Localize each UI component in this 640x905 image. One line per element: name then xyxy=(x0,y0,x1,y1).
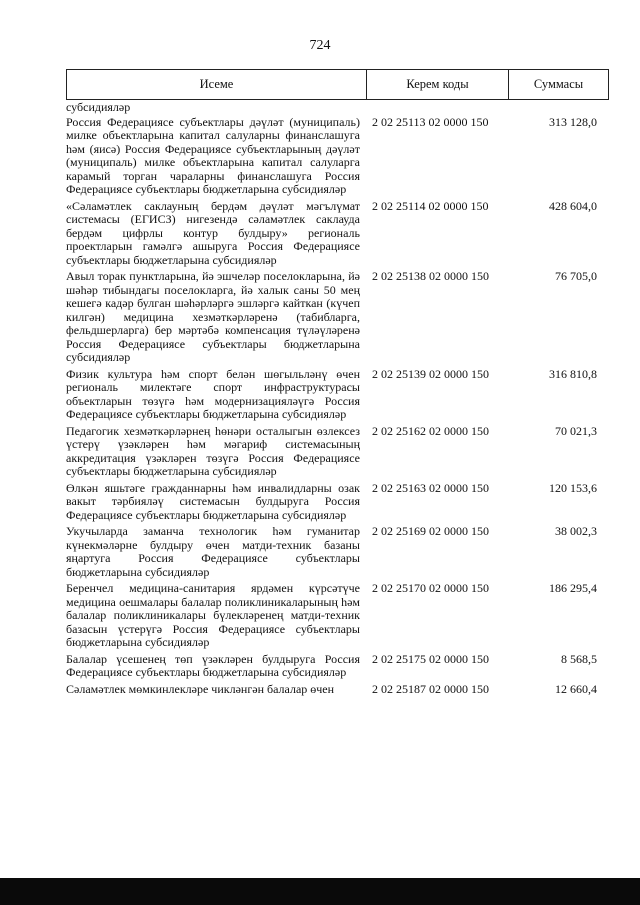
table-row xyxy=(66,270,609,365)
header-code: Керем коды xyxy=(367,70,509,99)
row-sum: 12 660,4 xyxy=(555,681,597,696)
table-row xyxy=(66,653,609,680)
row-code xyxy=(360,101,508,115)
row-name: Авыл торак пунктларына, йә эшчеләр поселокларына, йә шәһәр тибындагы поселокларга, йә халык саны 50 мең кешегә кадәр булган шәһәрләргә эшләргә кайткан (күчеп килгән) медицина хезмәткәрләренә (табибларга, фельдшерларга) бер мәртәбә компенсация түләүләренә Россия Федерациясе субъектлары бюджетларына субсидияләр xyxy=(66,269,360,364)
table-row xyxy=(66,425,609,479)
row-code: 2 02 25187 02 0000 150 xyxy=(372,681,489,696)
row-name: «Сәламәтлек саклауның бердәм дәүләт мәгълүмат системасы (ЕГИСЗ) нигезендә сәламәтлек саклауда бердәм цифрлы контур булдыру» региональ проектларын гамәлгә ашыруга Россия Федерациясе субъектлары бюджетларына субсидияләр xyxy=(66,198,360,267)
header-name: Исеме xyxy=(67,70,367,99)
row-code: 2 02 25114 02 0000 150 xyxy=(372,198,489,213)
scan-bottom-edge xyxy=(0,878,640,905)
row-code: 2 02 25139 02 0000 150 xyxy=(372,366,489,381)
row-sum: 316 810,8 xyxy=(549,366,597,381)
row-sum: 120 153,6 xyxy=(549,480,597,495)
table-row xyxy=(66,582,609,650)
row-sum xyxy=(508,101,609,115)
row-name: Беренчел медицина-санитария ярдәмен күрсәтүче медицина оешмалары балалар поликлиникаларының һәм балалар поликлиникалары бүлекләренең матди-техник базасын үстерүгә Россия Федерациясе субъектлары бюджетларына субсидияләр xyxy=(66,581,360,649)
table-header xyxy=(66,69,609,100)
row-name: субсидияләр xyxy=(66,100,131,114)
row-sum: 428 604,0 xyxy=(549,198,597,213)
table-row xyxy=(66,482,609,523)
row-name: Сәламәтлек мөмкинлекләре чикләнгән балалар өчен xyxy=(66,681,335,696)
table-row xyxy=(66,683,609,697)
row-sum: 186 295,4 xyxy=(549,581,597,595)
row-code: 2 02 25170 02 0000 150 xyxy=(372,581,489,595)
row-sum: 313 128,0 xyxy=(549,114,597,129)
row-sum: 38 002,3 xyxy=(555,524,597,538)
table-row xyxy=(66,101,609,115)
table-body xyxy=(66,101,609,696)
row-code: 2 02 25163 02 0000 150 xyxy=(372,480,489,495)
row-code: 2 02 25113 02 0000 150 xyxy=(372,114,489,129)
row-sum: 8 568,5 xyxy=(561,651,597,666)
table-row xyxy=(66,525,609,579)
row-name: Физик культура һәм спорт белән шөгыльләнү өчен региональ милектәге спорт инфраструктурасы объектларын төзүгә һәм модернизацияләүгә Россия Федерациясе субъектлары бюджетларына субсидияләр xyxy=(66,366,360,421)
row-name: Балалар үсешенең төп үзәкләрен булдыруга Россия Федерациясе субъектлары бюджетларына субсидияләр xyxy=(66,651,360,679)
row-code: 2 02 25138 02 0000 150 xyxy=(372,269,489,283)
row-name: Россия Федерациясе субъектлары дәүләт (муниципаль) милке объектларына капитал салуларны финанслашуга һәм (яисә) Россия Федерациясе субъектларының дәүләт (муниципаль) милке объектларына капитал салуларга карамый торган чараларны финанслашуга Россия Федерациясе субъектлары бюджетларына субсидияләр xyxy=(66,114,360,196)
row-name: Педагогик хезмәткәрләрнең һөнәри осталыгын өзлексез үстерү үзәкләрен һәм мәгариф системасының аккредитация үзәкләрен төзүгә Россия Федерациясе субъектлары бюджетларына субсидияләр xyxy=(66,423,360,478)
page-number: 724 xyxy=(309,38,331,53)
row-name: Укучыларда заманча технологик һәм гуманитар күнекмәләрне булдыру өчен матди-техник базаны яңартуга Россия Федерациясе субъектлары бюджетларына субсидияләр xyxy=(66,524,360,579)
table-row xyxy=(66,116,609,197)
header-sum: Суммасы xyxy=(533,77,584,91)
row-code: 2 02 25162 02 0000 150 xyxy=(372,423,489,438)
row-code: 2 02 25175 02 0000 150 xyxy=(372,651,489,666)
table-row xyxy=(66,200,609,268)
row-code: 2 02 25169 02 0000 150 xyxy=(372,524,489,538)
row-name: Өлкән яшьтәге гражданнарны һәм инвалидларны озак вакыт тәрбияләү системасын булдыруга Россия Федерациясе субъектлары бюджетларына субсидияләр xyxy=(66,480,360,522)
table-row xyxy=(66,368,609,422)
row-sum: 70 021,3 xyxy=(555,423,597,438)
row-sum: 76 705,0 xyxy=(555,269,597,283)
